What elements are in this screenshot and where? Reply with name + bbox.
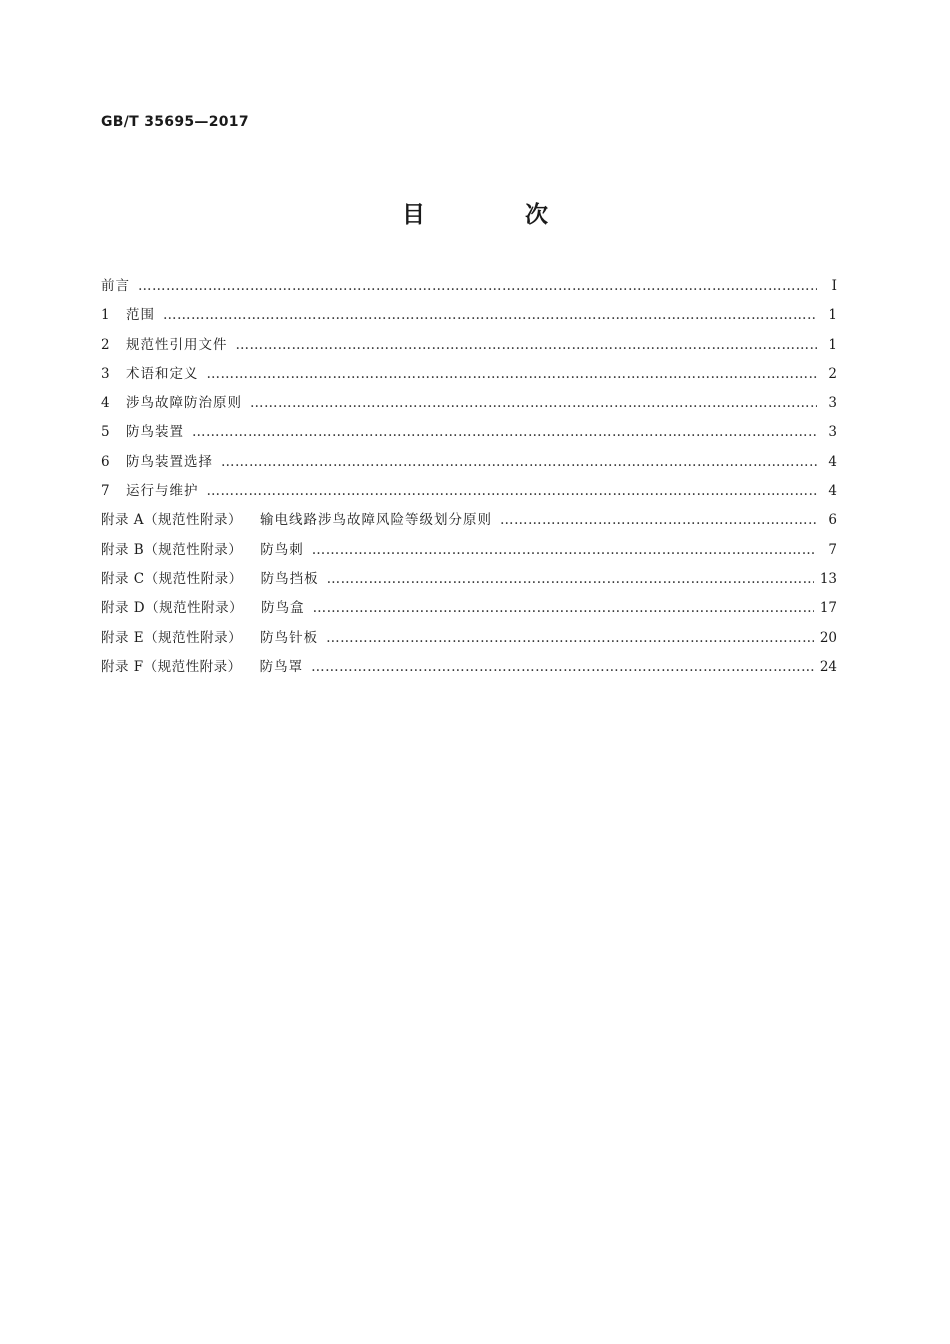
toc-item-page: 13: [819, 570, 837, 587]
toc-appendix-prefix: 附录 E（规范性附录）: [101, 629, 243, 646]
toc-item-7[interactable]: [101, 477, 837, 506]
toc-leader-dots: [313, 594, 814, 623]
toc-item-number: 5: [101, 424, 110, 441]
toc-item-page: Ⅰ: [831, 278, 837, 294]
toc-item-5[interactable]: [101, 418, 837, 447]
toc-item-label: 涉鸟故障防治原则: [126, 395, 242, 412]
toc-item-3[interactable]: [101, 360, 837, 389]
toc-leader-dots: [221, 448, 817, 477]
toc-appendix-a[interactable]: [101, 506, 837, 535]
toc-item-label: 前言: [101, 278, 130, 294]
toc-appendix-e[interactable]: [101, 624, 837, 653]
toc-leader-dots: [327, 565, 814, 594]
document-code: GB/T 35695—2017: [101, 114, 249, 130]
toc-item-label: 范围: [126, 307, 155, 324]
toc-leader-dots: [250, 389, 817, 418]
toc-appendix-title: 防鸟罩: [259, 658, 304, 675]
toc-item-page: 4: [828, 483, 837, 500]
toc-appendix-f[interactable]: [101, 653, 837, 682]
toc-appendix-prefix: 附录 F（规范性附录）: [101, 658, 242, 675]
toc-leader-dots: [163, 301, 817, 330]
toc-appendix-b[interactable]: [101, 536, 837, 565]
toc-appendix-c[interactable]: [101, 565, 837, 594]
toc-item-label: 术语和定义: [126, 365, 199, 382]
table-of-contents: [101, 272, 837, 682]
toc-item-page: 20: [819, 629, 837, 646]
toc-item-label: 防鸟装置选择: [126, 453, 213, 470]
toc-item-page: 4: [828, 453, 837, 470]
toc-appendix-title: 防鸟挡板: [260, 570, 319, 587]
toc-leader-dots: [138, 272, 817, 301]
toc-appendix-d[interactable]: [101, 594, 837, 623]
toc-leader-dots: [326, 624, 814, 653]
toc-item-page: 3: [828, 395, 837, 412]
toc-item-page: 17: [819, 600, 837, 617]
toc-item-label: 运行与维护: [126, 483, 199, 500]
toc-item-page: 1: [828, 336, 837, 353]
toc-appendix-title: 防鸟盒: [261, 600, 305, 617]
toc-appendix-title: 防鸟刺: [260, 541, 304, 558]
toc-leader-dots: [192, 418, 817, 447]
toc-appendix-title: 输电线路涉鸟故障风险等级划分原则: [260, 512, 493, 529]
toc-item-label: 防鸟装置: [126, 424, 184, 441]
toc-leader-dots: [207, 477, 818, 506]
toc-item-page: 24: [819, 658, 837, 675]
toc-item-label: 规范性引用文件: [126, 336, 228, 353]
toc-item-4[interactable]: [101, 389, 837, 418]
toc-item-2[interactable]: [101, 331, 837, 360]
toc-appendix-title: 防鸟针板: [260, 629, 319, 646]
toc-item-number: 3: [101, 365, 110, 382]
toc-appendix-prefix: 附录 C（规范性附录）: [101, 570, 243, 587]
toc-item-foreword[interactable]: [101, 272, 837, 301]
toc-item-page: 7: [828, 541, 837, 558]
toc-item-page: 2: [828, 365, 837, 382]
toc-item-number: 6: [101, 453, 110, 470]
toc-leader-dots: [311, 653, 814, 682]
toc-appendix-prefix: 附录 D（规范性附录）: [101, 600, 244, 617]
toc-item-page: 1: [828, 307, 837, 324]
toc-item-page: 6: [828, 512, 837, 529]
toc-item-number: 2: [101, 336, 110, 353]
toc-item-number: 1: [101, 307, 110, 324]
toc-leader-dots: [500, 506, 817, 535]
toc-item-number: 4: [101, 395, 110, 412]
toc-item-number: 7: [101, 483, 110, 500]
toc-leader-dots: [236, 331, 818, 360]
toc-appendix-prefix: 附录 B（规范性附录）: [101, 541, 243, 558]
toc-item-1[interactable]: [101, 301, 837, 330]
toc-appendix-prefix: 附录 A（规范性附录）: [101, 512, 243, 529]
toc-item-6[interactable]: [101, 448, 837, 477]
toc-leader-dots: [207, 360, 818, 389]
toc-leader-dots: [312, 536, 817, 565]
toc-item-page: 3: [828, 424, 837, 441]
toc-title: 目 次: [401, 202, 594, 228]
